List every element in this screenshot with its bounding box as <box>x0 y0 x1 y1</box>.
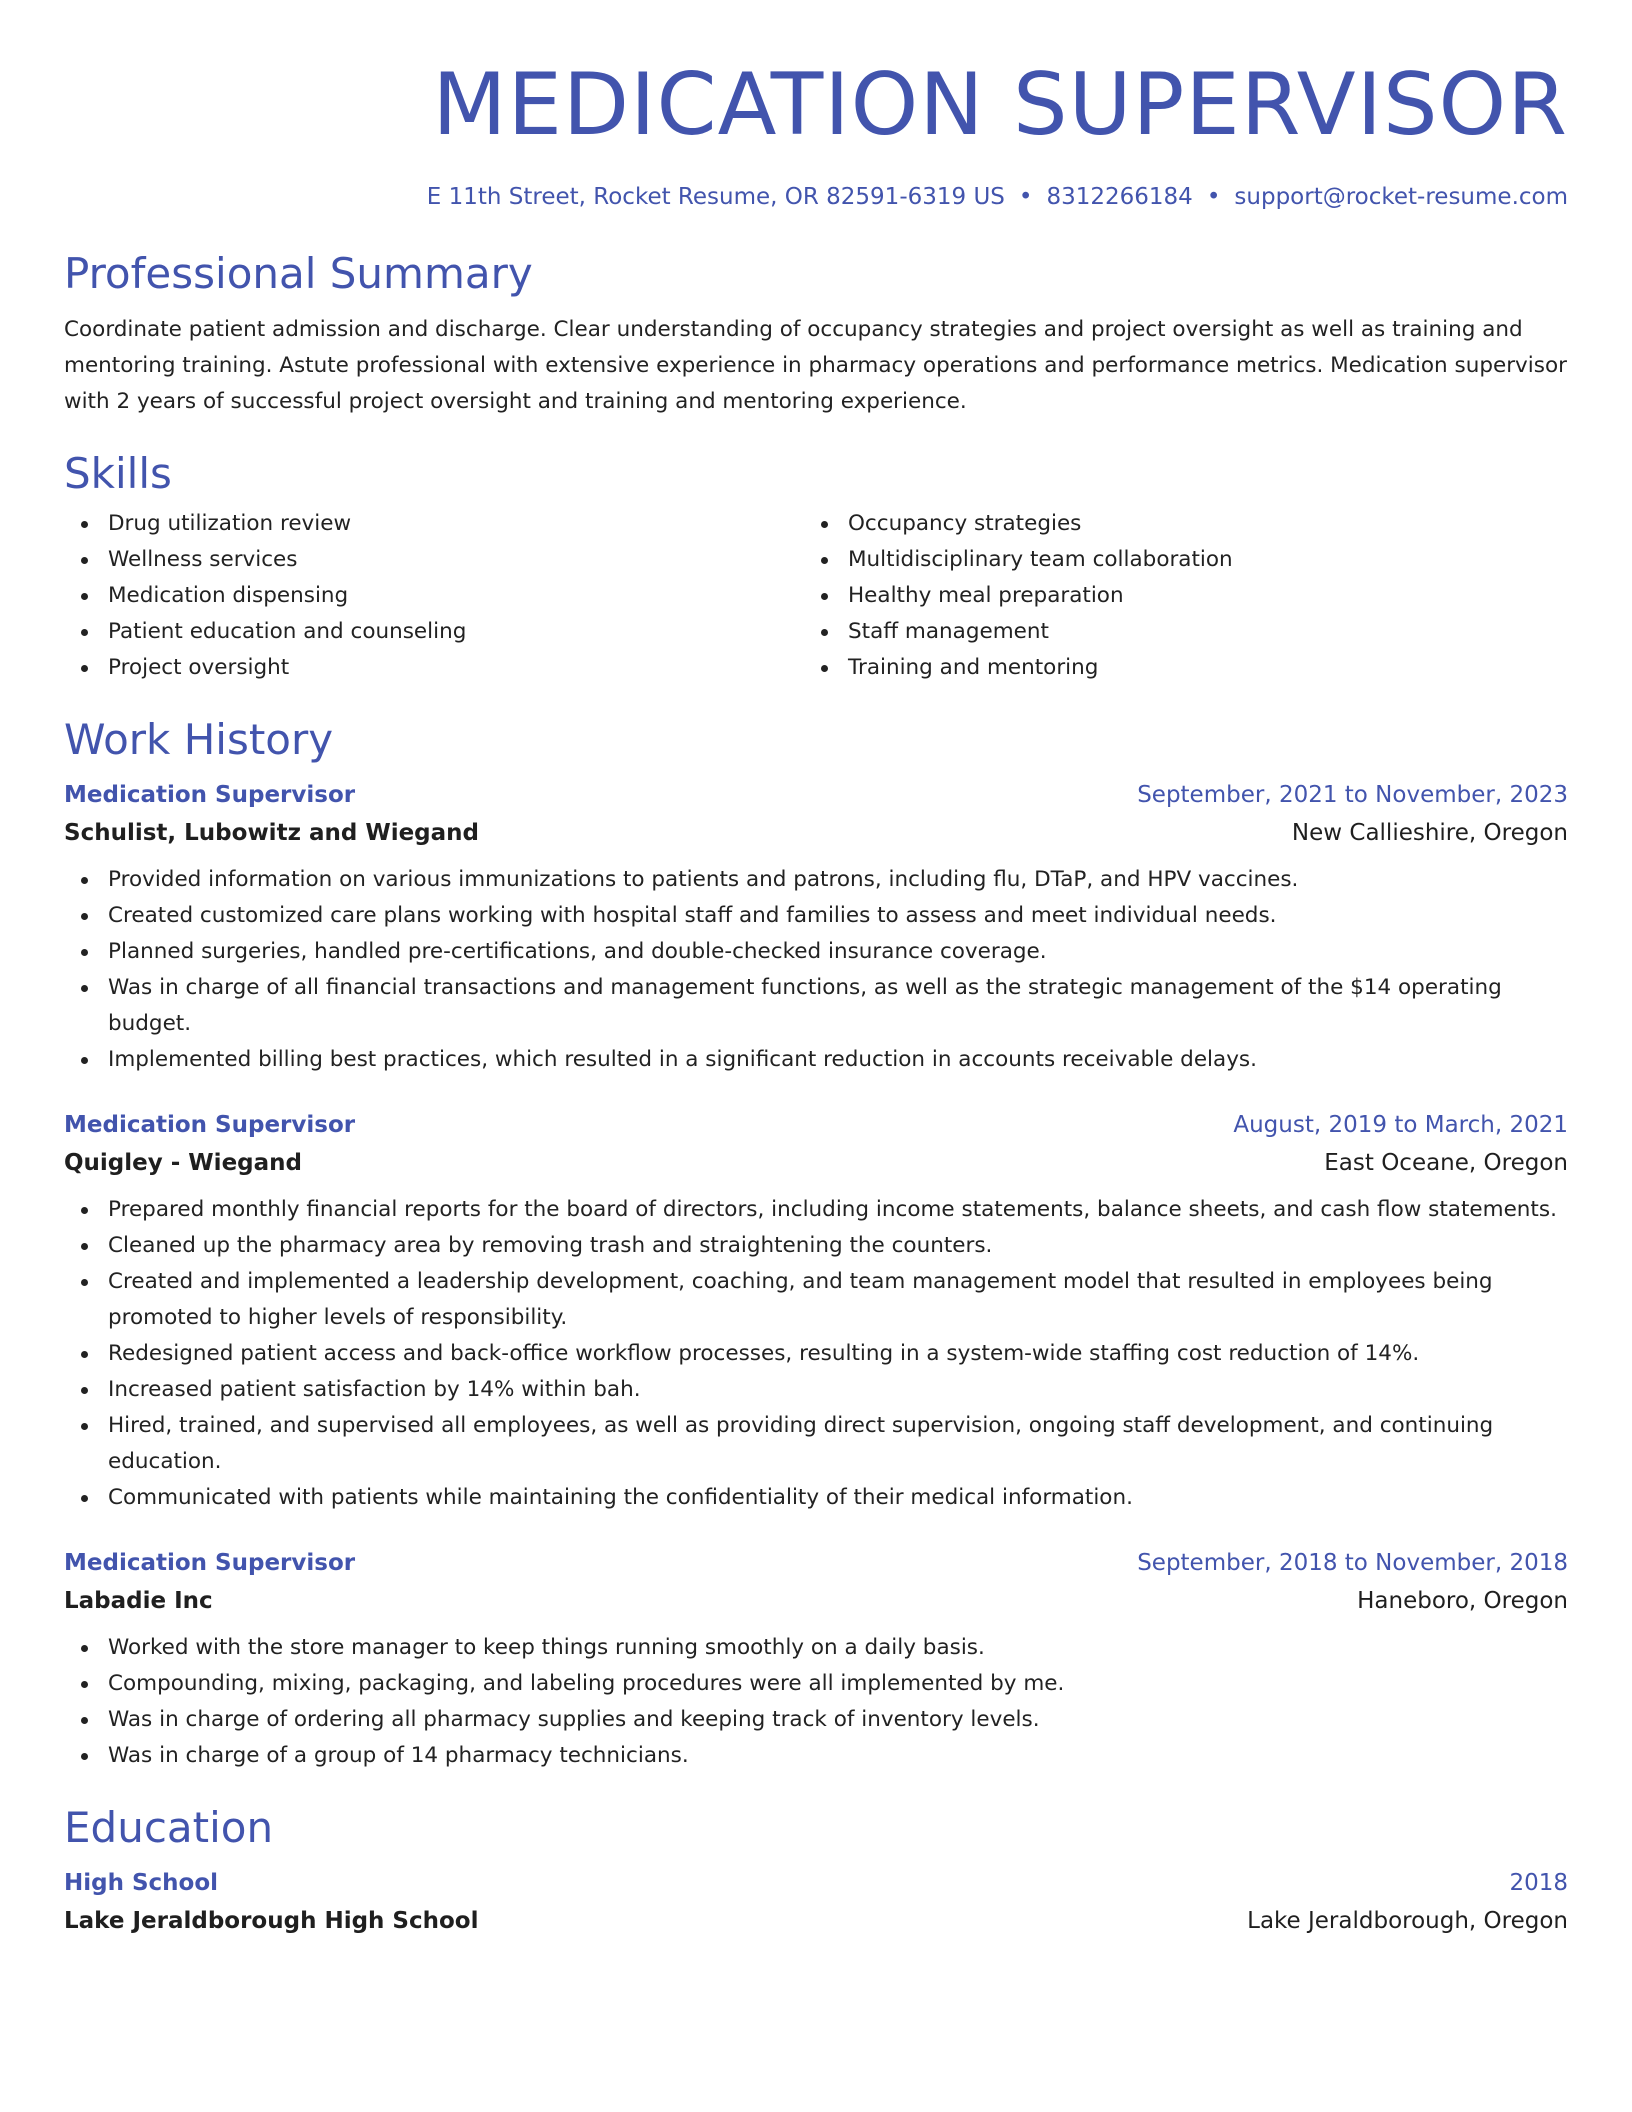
summary-text: Coordinate patient admission and discharge. Clear understanding of occupancy strategies and project oversight as well as training and mentoring training. Astute professional with extensive experience in pharmacy operations and performance metrics. Medication supervisor with 2 years of successful project oversight and training and mentoring experience. <box>64 317 1567 414</box>
skill-item: Multidisciplinary team collaboration <box>804 542 1233 578</box>
job-bullet: Implemented billing best practices, which resulted in a significant reduction in accounts receivable delays. <box>64 1042 1568 1078</box>
work-history-heading: Work History <box>64 715 334 764</box>
job-bullet: Created customized care plans working with hospital staff and families to assess and meet individual needs. <box>64 898 1568 934</box>
skill-item: Patient education and counseling <box>64 614 804 650</box>
contact-separator: • <box>1206 184 1221 210</box>
skill-item: Project oversight <box>64 650 804 686</box>
job-bullet: Was in charge of all financial transactions and management functions, as well as the strategic management of the $14 operating budget. <box>64 970 1568 1042</box>
job-employer: Labadie Inc <box>64 1588 213 1614</box>
education-school: Lake Jeraldborough High School <box>64 1908 479 1934</box>
job-employer: Schulist, Lubowitz and Wiegand <box>64 820 479 846</box>
job-entry <box>64 1544 1568 1774</box>
education-location: Lake Jeraldborough, Oregon <box>1247 1908 1568 1934</box>
job-bullet: Created and implemented a leadership development, coaching, and team management model that resulted in employees being promoted to higher levels of responsibility. <box>64 1264 1568 1336</box>
skill-item: Wellness services <box>64 542 804 578</box>
skills-heading: Skills <box>64 449 172 498</box>
job-bullet: Communicated with patients while maintaining the confidentiality of their medical information. <box>64 1480 1568 1516</box>
job-entry <box>64 1106 1568 1516</box>
contact-address: E 11th Street, Rocket Resume, OR 82591-6319 US <box>426 184 1005 210</box>
contact-phone: 8312266184 <box>1046 184 1193 210</box>
job-dates: September, 2018 to November, 2018 <box>1137 1550 1568 1576</box>
job-bullet: Hired, trained, and supervised all employees, as well as providing direct supervision, ongoing staff development, and continuing education. <box>64 1408 1568 1480</box>
job-title: Medication Supervisor <box>64 1112 356 1138</box>
education-degree: High School <box>64 1870 219 1896</box>
job-bullet: Cleaned up the pharmacy area by removing trash and straightening the counters. <box>64 1228 1568 1264</box>
skill-item: Staff management <box>804 614 1233 650</box>
skill-item: Training and mentoring <box>804 650 1233 686</box>
job-bullets <box>64 1192 1568 1516</box>
job-bullets <box>64 862 1568 1078</box>
job-bullet: Increased patient satisfaction by 14% within bah. <box>64 1372 1568 1408</box>
contact-separator: • <box>1018 184 1033 210</box>
skill-item: Healthy meal preparation <box>804 578 1233 614</box>
skill-item: Drug utilization review <box>64 506 804 542</box>
contact-email: support@rocket-resume.com <box>1234 184 1568 210</box>
job-dates: September, 2021 to November, 2023 <box>1137 782 1568 808</box>
job-employer: Quigley - Wiegand <box>64 1150 302 1176</box>
education-heading: Education <box>64 1803 274 1852</box>
education-year: 2018 <box>1509 1870 1568 1896</box>
job-bullet: Was in charge of ordering all pharmacy supplies and keeping track of inventory levels. <box>64 1702 1568 1738</box>
skills-column-left <box>64 506 804 686</box>
job-bullets <box>64 1630 1568 1774</box>
job-bullet: Provided information on various immunizations to patients and patrons, including flu, DTaP, and HPV vaccines. <box>64 862 1568 898</box>
skills-list <box>64 506 1568 686</box>
job-location: East Oceane, Oregon <box>1324 1150 1568 1176</box>
skills-column-right <box>804 506 1233 686</box>
job-bullet: Compounding, mixing, packaging, and labeling procedures were all implemented by me. <box>64 1666 1568 1702</box>
job-location: New Callieshire, Oregon <box>1291 820 1568 846</box>
job-bullet: Was in charge of a group of 14 pharmacy technicians. <box>64 1738 1568 1774</box>
job-bullet: Prepared monthly financial reports for the board of directors, including income statements, balance sheets, and cash flow statements. <box>64 1192 1568 1228</box>
contact-line <box>64 182 1568 212</box>
job-title: Medication Supervisor <box>64 1550 356 1576</box>
resume-name: MEDICATION SUPERVISOR <box>432 55 1568 155</box>
job-bullet: Planned surgeries, handled pre-certifications, and double-checked insurance coverage. <box>64 934 1568 970</box>
skill-item: Occupancy strategies <box>804 506 1233 542</box>
education-entry <box>64 1864 1568 1940</box>
job-bullet: Redesigned patient access and back-office workflow processes, resulting in a system-wide staffing cost reduction of 14%. <box>64 1336 1568 1372</box>
job-entry <box>64 776 1568 1078</box>
job-bullet: Worked with the store manager to keep things running smoothly on a daily basis. <box>64 1630 1568 1666</box>
job-location: Haneboro, Oregon <box>1357 1588 1568 1614</box>
summary-heading: Professional Summary <box>64 249 533 298</box>
job-title: Medication Supervisor <box>64 782 356 808</box>
job-dates: August, 2019 to March, 2021 <box>1233 1112 1568 1138</box>
skill-item: Medication dispensing <box>64 578 804 614</box>
